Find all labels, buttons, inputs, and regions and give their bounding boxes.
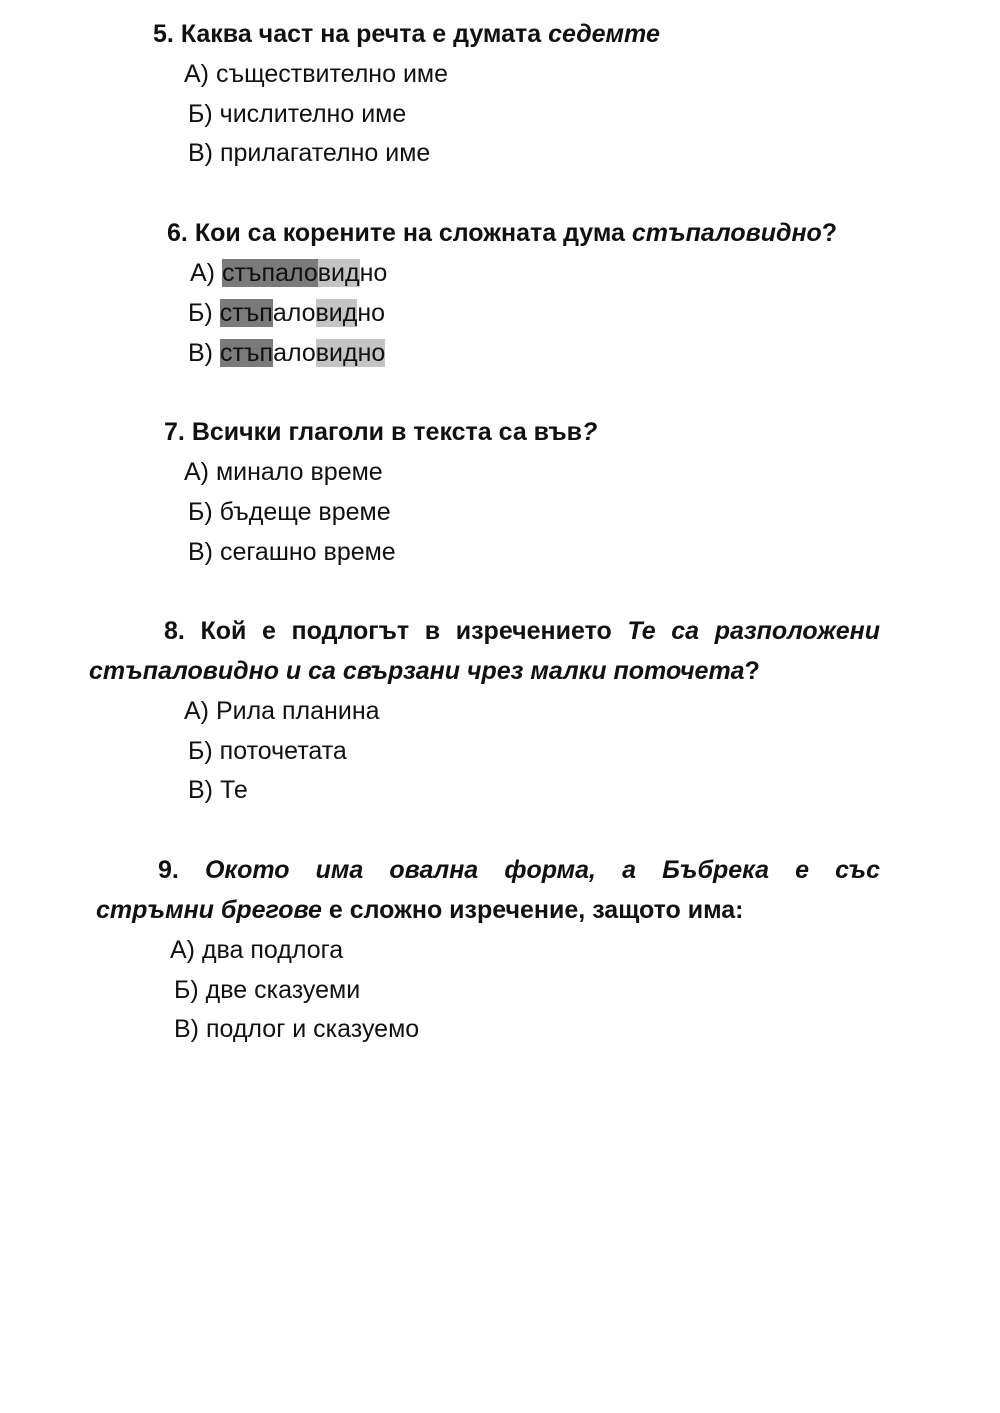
option-letter: В) <box>188 339 213 367</box>
question-8-line-2 <box>89 656 760 686</box>
question-mark: ? <box>582 418 598 446</box>
question-8-line-1 <box>90 616 880 646</box>
option-c[interactable] <box>188 338 385 368</box>
word-part: ало <box>273 339 316 367</box>
option-c[interactable]: В) Те <box>188 776 248 804</box>
option-b[interactable]: Б) две сказуеми <box>174 976 361 1004</box>
question-mark: ? <box>821 219 838 247</box>
question-number: 5. <box>153 20 174 48</box>
option-letter: Б) <box>188 299 213 327</box>
question-quote: Окото има овална форма, а Бъбрека е със <box>204 856 880 884</box>
question-quote: Те са разположени <box>627 617 881 645</box>
question-text: е сложно изречение, защото има: <box>328 896 744 924</box>
option-a[interactable]: А) два подлога <box>170 936 344 964</box>
option-c[interactable]: В) сегашно време <box>188 538 396 566</box>
question-quote: стъпаловидно и са свързани чрез малки поточета <box>89 657 745 685</box>
option-b[interactable] <box>188 298 385 328</box>
root-highlight-light: вид <box>315 299 358 327</box>
question-number: 7. <box>164 418 185 446</box>
option-c[interactable]: В) подлог и сказуемо <box>174 1015 420 1043</box>
root-highlight-dark: стъпало <box>221 259 318 287</box>
word-part: но <box>357 299 386 327</box>
question-7 <box>164 417 597 447</box>
question-text: Каква част на речта е думата <box>180 20 542 48</box>
option-b[interactable]: Б) бъдеще време <box>188 498 391 526</box>
question-word: седемте <box>548 20 660 48</box>
question-text: 8. Кой е подлогът в изречението <box>164 617 612 645</box>
root-highlight-light: видно <box>315 339 386 367</box>
option-b[interactable]: Б) поточетата <box>188 737 347 765</box>
question-text: Всички глаголи в текста са във <box>191 418 583 446</box>
option-c[interactable]: В) прилагателно име <box>188 139 431 167</box>
option-a[interactable]: А) Рила планина <box>184 697 380 725</box>
word-part: но <box>359 259 388 287</box>
root-highlight-light: вид <box>317 259 360 287</box>
option-a[interactable]: А) минало време <box>184 458 383 486</box>
option-letter: А) <box>190 259 215 287</box>
question-9-line-1 <box>90 855 880 885</box>
question-text: Кои са корените на сложната дума <box>194 219 625 247</box>
question-number: 6. <box>167 219 188 247</box>
root-highlight-dark: стъп <box>219 299 273 327</box>
question-5 <box>153 19 660 49</box>
option-b[interactable]: Б) числително име <box>188 100 407 128</box>
option-a[interactable]: А) съществително име <box>184 60 449 88</box>
question-6 <box>167 218 837 248</box>
question-number: 9. <box>158 856 179 884</box>
question-9-line-2 <box>96 895 744 925</box>
question-mark: ? <box>744 657 760 685</box>
root-highlight-dark: стъп <box>219 339 274 367</box>
question-quote: стръмни брегове <box>96 896 322 924</box>
question-word: стъпаловидно <box>631 219 822 247</box>
option-a[interactable] <box>190 258 387 288</box>
word-part: ало <box>272 299 316 327</box>
